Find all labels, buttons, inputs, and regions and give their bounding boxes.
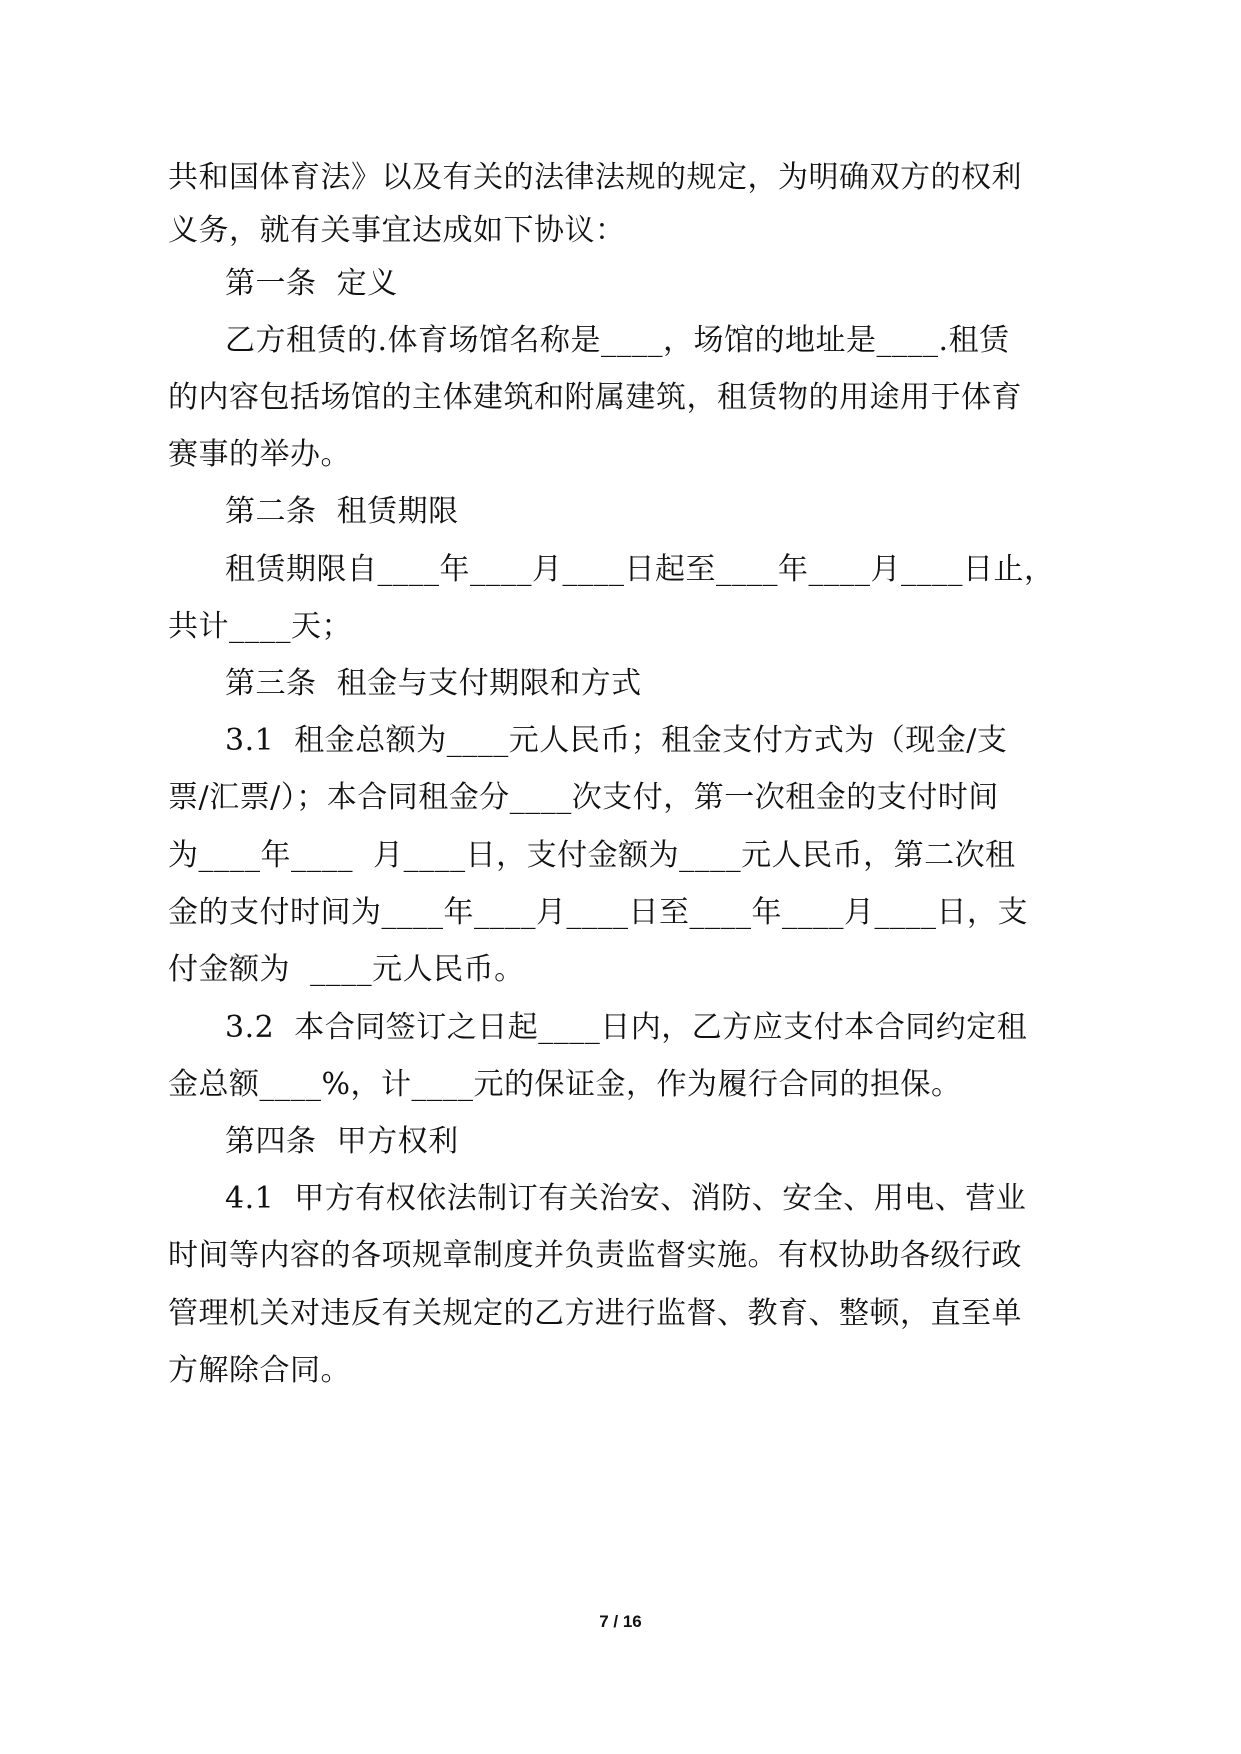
text-line: 票/汇票/）；本合同租金分____次支付，第一次租金的支付时间: [168, 780, 999, 815]
text-line: 赛事的举办。: [168, 437, 351, 472]
text-line: 共计____天；: [168, 609, 352, 644]
text-line: 时间等内容的各项规章制度并负责监督实施。有权协助各级行政: [168, 1238, 1022, 1273]
page-number: 7 / 16: [599, 1612, 642, 1631]
section-heading: 第三条 租金与支付期限和方式: [225, 666, 642, 701]
text-line: 金总额____%，计____元的保证金，作为履行合同的担保。: [168, 1067, 962, 1102]
text-line: 4.1 甲方有权依法制订有关治安、消防、安全、用电、营业: [225, 1181, 1027, 1216]
text-line: 租赁期限自____年____月____日起至____年____月____日止，: [225, 552, 1055, 587]
text-line: 管理机关对违反有关规定的乙方进行监督、教育、整顿，直至单: [168, 1296, 1022, 1331]
section-heading: 第一条 定义: [225, 266, 398, 301]
text-line: 的内容包括场馆的主体建筑和附属建筑，租赁物的用途用于体育: [168, 380, 1022, 415]
text-line: 3.1 租金总额为____元人民币；租金支付方式为（现金/支: [225, 723, 1008, 758]
text-line: 3.2 本合同签订之日起____日内，乙方应支付本合同约定租: [225, 1010, 1028, 1045]
text-line: 为____年____ 月____日，支付金额为____元人民币，第二次租: [168, 838, 1016, 873]
text-line: 共和国体育法》以及有关的法律法规的规定，为明确双方的权利: [168, 160, 1022, 195]
text-line: 义务，就有关事宜达成如下协议：: [168, 213, 626, 248]
text-line: 方解除合同。: [168, 1353, 351, 1388]
section-heading: 第四条 甲方权利: [225, 1124, 459, 1159]
text-line: 乙方租赁的.体育场馆名称是____，场馆的地址是____.租赁: [225, 323, 1010, 358]
text-line: 金的支付时间为____年____月____日至____年____月____日，支: [168, 895, 1028, 930]
section-heading: 第二条 租赁期限: [225, 494, 459, 529]
text-line: 付金额为 ____元人民币。: [168, 952, 525, 987]
